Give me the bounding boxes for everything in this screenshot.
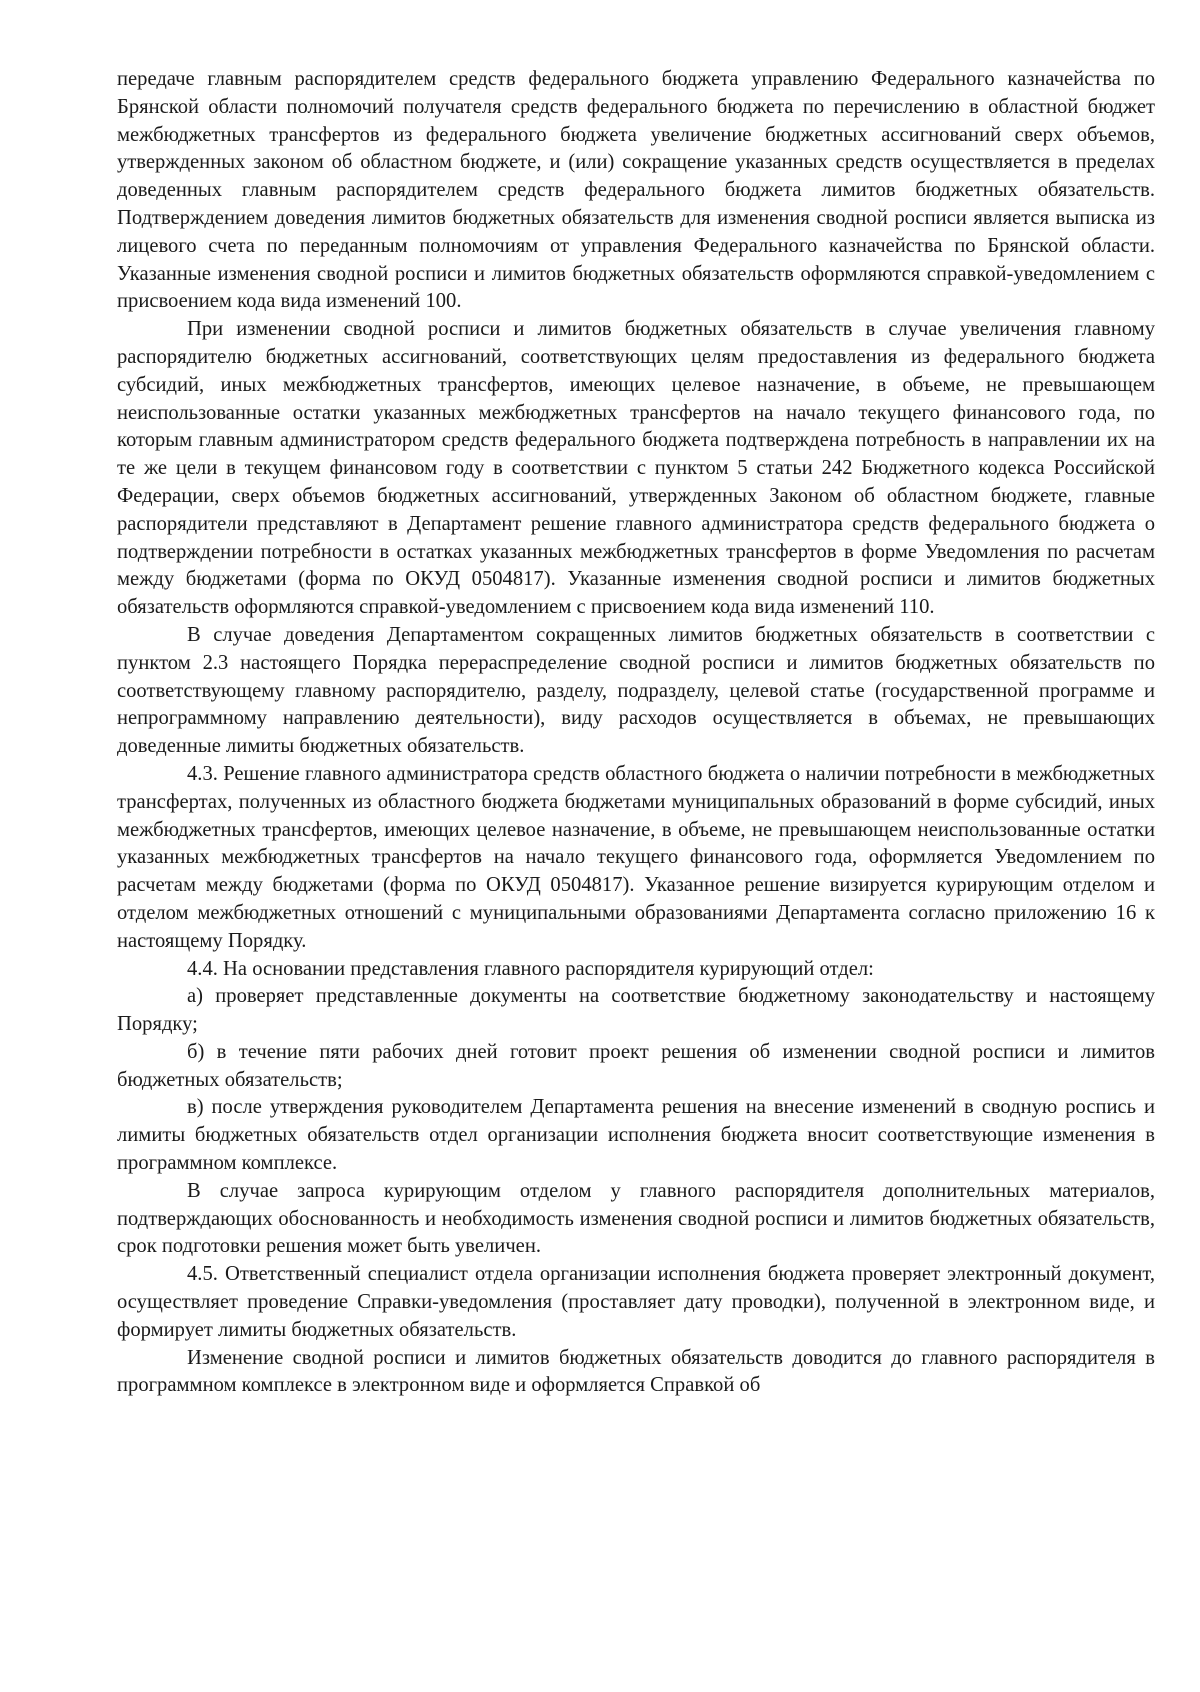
paragraph-federal-subsidy-balances: При изменении сводной росписи и лимитов бюджетных обязательств в случае увеличения главному распорядителю бюджетных ассигнований, соответствующих целям предоставления из федерального бюджета субсидий, иных межбюджетных трансфертов, имеющих целевое назначение, в объеме, не превышающем неиспользованные остатки указанных межбюджетных трансфертов на начало текущего финансового года, по которым главным администратором средств федерального бюджета подтверждена потребность в направлении их на те же цели в текущем финансовом году в соответствии с пунктом 5 статьи 242 Бюджетного кодекса Российской Федерации, сверх объемов бюджетных ассигнований, утвержденных Законом об областном бюджете, главные распорядители представляют в Департамент решение главного администратора средств федерального бюджета о подтверждении потребности в остатках указанных межбюджетных трансфертов в форме Уведомления по расчетам между бюджетами (форма по ОКУД 0504817). Указанные изменения сводной росписи и лимитов бюджетных обязательств оформляются справкой-уведомлением с присвоением кода вида изменений 110. [117, 318, 1155, 619]
paragraph-4-5-specialist-check: 4.5. Ответственный специалист отдела организации исполнения бюджета проверяет электронный документ, осуществляет проведение Справки-уведомления (проставляет дату проводки), полученной в электронном виде, и формирует лимиты бюджетных обязательств. [117, 1263, 1155, 1341]
paragraph-4-4-supervising-department: 4.4. На основании представления главного распорядителя курирующий отдел: [187, 957, 874, 980]
list-item-b: б) в течение пяти рабочих дней готовит проект решения об изменении сводной росписи и лимитов бюджетных обязательств; [117, 1040, 1155, 1091]
paragraph-additional-materials: В случае запроса курирующим отделом у главного распорядителя дополнительных материалов, подтверждающих обоснованность и необходимость изменения сводной росписи и лимитов бюджетных обязательств, срок подготовки решения может быть увеличен. [117, 1179, 1155, 1258]
paragraph-change-notification: Изменение сводной росписи и лимитов бюджетных обязательств доводится до главного распорядителя в программном комплексе в электронном виде и оформляется Справкой об [117, 1346, 1155, 1397]
paragraph-federal-treasury-transfer: передаче главным распорядителем средств федерального бюджета управлению Федерального казначейства по Брянской области полномочий получателя средств федерального бюджета по перечислению в областной бюджет межбюджетных трансфертов из федерального бюджета увеличение бюджетных ассигнований сверх объемов, утвержденных законом об областном бюджете, и (или) сокращение указанных средств осуществляется в пределах доведенных главным распорядителем средств федерального бюджета лимитов бюджетных обязательств. Подтверждением доведения лимитов бюджетных обязательств для изменения сводной росписи является выписка из лицевого счета по переданным полномочиям от управления Федерального казначейства по Брянской области. Указанные изменения сводной росписи и лимитов бюджетных обязательств оформляются справкой-уведомлением с присвоением кода вида изменений 100. [117, 68, 1155, 313]
list-item-a: а) проверяет представленные документы на соответствие бюджетному законодательству и настоящему Порядку; [117, 985, 1155, 1036]
document-page [117, 66, 1155, 1400]
paragraph-4-3-regional-decision: 4.3. Решение главного администратора средств областного бюджета о наличии потребности в межбюджетных трансфертах, полученных из областного бюджета бюджетами муниципальных образований в форме субсидий, иных межбюджетных трансфертов, имеющих целевое назначение, в объеме, не превышающем неиспользованные остатки указанных межбюджетных трансфертов на начало текущего финансового года, оформляется Уведомлением по расчетам между бюджетами (форма по ОКУД 0504817). Указанное решение визируется курирующим отделом и отделом межбюджетных отношений с муниципальными образованиями Департамента согласно приложению 16 к настоящему Порядку. [117, 762, 1155, 952]
list-item-v: в) после утверждения руководителем Департамента решения на внесение изменений в сводную роспись и лимиты бюджетных обязательств отдел организации исполнения бюджета вносит соответствующие изменения в программном комплексе. [117, 1096, 1155, 1175]
paragraph-reduced-limits: В случае доведения Департаментом сокращенных лимитов бюджетных обязательств в соответствии с пунктом 2.3 настоящего Порядка перераспределение сводной росписи и лимитов бюджетных обязательств по соответствующему главному распорядителю, разделу, подразделу, целевой статье (государственной программе и непрограммному направлению деятельности), виду расходов осуществляется в объемах, не превышающих доведенные лимиты бюджетных обязательств. [117, 623, 1155, 758]
